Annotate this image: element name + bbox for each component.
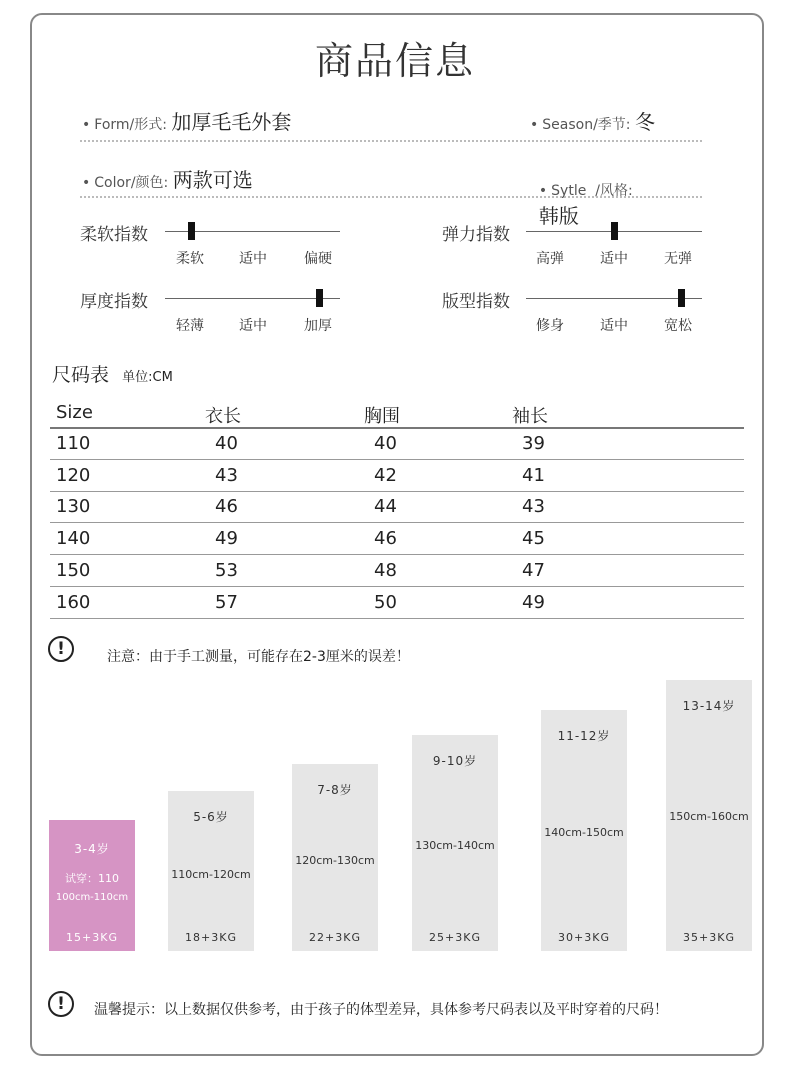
bar-weight-label: 35+3KG bbox=[683, 931, 735, 944]
index-scale-line bbox=[165, 298, 340, 299]
table-cell: 150 bbox=[56, 559, 91, 581]
index-option: 适中 bbox=[239, 318, 267, 334]
table-header-rule bbox=[50, 427, 744, 429]
table-cell: 47 bbox=[522, 559, 545, 581]
index-level-marker bbox=[188, 222, 195, 240]
bar-weight-label: 22+3KG bbox=[309, 931, 361, 944]
page-title: 商品信息 bbox=[314, 39, 475, 83]
bar-height-range: 120cm-130cm bbox=[295, 854, 375, 867]
index-label: 弹力指数 bbox=[442, 225, 510, 245]
season-value: 冬 bbox=[634, 110, 655, 134]
bullet-icon: • bbox=[82, 117, 91, 133]
table-header-cell: 衣长 bbox=[205, 406, 241, 427]
bar-age-label: 7-8岁 bbox=[317, 783, 353, 797]
table-cell: 40 bbox=[374, 433, 397, 454]
season-label: Season/季节: bbox=[542, 117, 631, 133]
table-cell: 110 bbox=[56, 433, 91, 454]
form-attribute bbox=[82, 106, 291, 135]
table-header-cell: Size bbox=[56, 402, 93, 423]
table-cell: 45 bbox=[522, 528, 545, 550]
table-cell: 49 bbox=[522, 591, 545, 613]
index-label: 厚度指数 bbox=[80, 292, 148, 312]
age-bar bbox=[168, 791, 254, 951]
reminder-tip: 温馨提示：以上数据仅供参考，由于孩子的体型差异，具体参考尺码表以及平时穿着的尺码！ bbox=[94, 1002, 668, 1018]
bar-trial-label: 试穿：110 bbox=[65, 872, 119, 885]
bullet-icon: • bbox=[82, 175, 91, 191]
color-label: Color/颜色: bbox=[94, 175, 169, 191]
bullet-icon: • bbox=[538, 183, 548, 199]
table-row-rule bbox=[50, 618, 744, 619]
table-header-cell: 胸围 bbox=[364, 406, 400, 427]
table-cell: 40 bbox=[215, 433, 238, 454]
bullet-icon: • bbox=[530, 117, 539, 133]
season-attribute bbox=[530, 106, 655, 135]
index-option: 柔软 bbox=[176, 251, 204, 267]
index-label: 柔软指数 bbox=[80, 225, 148, 245]
form-label: Form/形式: bbox=[94, 117, 167, 133]
bar-age-label: 5-6岁 bbox=[193, 810, 229, 824]
table-cell: 49 bbox=[215, 528, 238, 550]
bar-height-range: 140cm-150cm bbox=[544, 826, 624, 839]
index-label: 版型指数 bbox=[442, 292, 510, 312]
table-cell: 44 bbox=[374, 496, 397, 518]
style-label: Sytle /风格: bbox=[551, 183, 633, 199]
bar-age-label: 9-10岁 bbox=[432, 754, 478, 768]
table-row-rule bbox=[50, 491, 744, 492]
bar-height-range: 130cm-140cm bbox=[415, 839, 495, 852]
age-bar bbox=[49, 820, 135, 951]
style-value: 韩版 bbox=[538, 204, 579, 228]
index-option: 适中 bbox=[600, 251, 628, 267]
age-bar bbox=[292, 764, 378, 951]
size-table-title: 尺码表 bbox=[52, 364, 110, 386]
age-bar bbox=[541, 710, 627, 951]
age-bar bbox=[412, 735, 498, 951]
table-cell: 140 bbox=[56, 528, 91, 550]
index-scale-line bbox=[526, 298, 702, 299]
table-cell: 50 bbox=[374, 591, 397, 613]
bar-height-range: 110cm-120cm bbox=[171, 868, 251, 881]
color-value: 两款可选 bbox=[172, 168, 253, 192]
table-cell: 48 bbox=[374, 559, 397, 581]
bar-weight-label: 25+3KG bbox=[429, 931, 481, 944]
index-level-marker bbox=[611, 222, 618, 240]
table-cell: 160 bbox=[56, 591, 91, 613]
index-option: 高弹 bbox=[536, 251, 564, 267]
table-cell: 130 bbox=[56, 496, 91, 518]
exclamation-circle-icon: ! bbox=[48, 636, 74, 662]
bar-weight-label: 15+3KG bbox=[66, 931, 118, 944]
table-cell: 42 bbox=[374, 464, 397, 486]
bar-height-range: 150cm-160cm bbox=[669, 810, 749, 823]
bar-weight-label: 30+3KG bbox=[558, 931, 610, 944]
table-cell: 120 bbox=[56, 464, 91, 486]
index-option: 适中 bbox=[600, 318, 628, 334]
dotted-divider bbox=[80, 196, 702, 198]
size-table-unit: 单位:CM bbox=[122, 370, 173, 385]
age-bar bbox=[666, 680, 752, 951]
index-option: 偏硬 bbox=[304, 251, 332, 267]
table-cell: 43 bbox=[215, 464, 238, 486]
bar-weight-label: 18+3KG bbox=[185, 931, 237, 944]
index-option: 无弹 bbox=[664, 251, 692, 267]
table-cell: 46 bbox=[215, 496, 238, 518]
table-row-rule bbox=[50, 586, 744, 587]
index-option: 修身 bbox=[536, 318, 564, 334]
table-row-rule bbox=[50, 554, 744, 555]
table-header-cell: 袖长 bbox=[512, 406, 548, 427]
table-cell: 43 bbox=[522, 496, 545, 518]
index-option: 加厚 bbox=[304, 318, 332, 334]
bar-height-range: 100cm-110cm bbox=[55, 892, 129, 903]
dotted-divider bbox=[80, 140, 702, 142]
table-cell: 46 bbox=[374, 528, 397, 550]
table-cell: 57 bbox=[215, 591, 238, 613]
form-value: 加厚毛毛外套 bbox=[171, 110, 292, 134]
index-option: 轻薄 bbox=[176, 318, 204, 334]
index-option: 适中 bbox=[239, 251, 267, 267]
table-row-rule bbox=[50, 522, 744, 523]
bar-age-label: 13-14岁 bbox=[682, 699, 736, 713]
bar-age-label: 11-12岁 bbox=[557, 729, 611, 743]
index-level-marker bbox=[316, 289, 323, 307]
color-attribute bbox=[82, 164, 253, 193]
bar-age-label: 3-4岁 bbox=[74, 842, 110, 856]
table-cell: 53 bbox=[215, 559, 238, 581]
index-option: 宽松 bbox=[664, 318, 692, 334]
exclamation-circle-icon: ! bbox=[48, 991, 74, 1017]
measurement-notice: 注意：由于手工测量，可能存在2-3厘米的误差！ bbox=[107, 649, 410, 665]
index-level-marker bbox=[678, 289, 685, 307]
size-table-heading bbox=[52, 360, 173, 387]
table-cell: 41 bbox=[522, 464, 545, 486]
table-cell: 39 bbox=[522, 433, 545, 454]
table-row-rule bbox=[50, 459, 744, 460]
